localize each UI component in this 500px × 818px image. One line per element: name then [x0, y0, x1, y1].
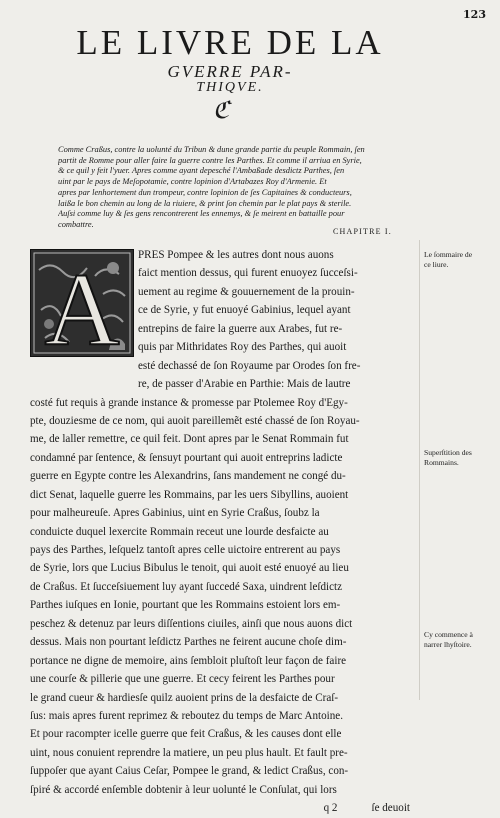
- margin-note-history-begins: [424, 630, 494, 649]
- body-text: [30, 246, 418, 818]
- text-line: faict mention dessus, qui furent enuoyez ſucceſsi-: [138, 267, 358, 280]
- text-line: condamné par ſentence, & ſensuyt pourtant qui auoit entreprins ladicte: [30, 451, 343, 464]
- signature-mark: q 2: [323, 802, 338, 815]
- text-line: dict Senat, laquelle guerre les Rommains, par les uers Sibyllins, auoient: [30, 488, 349, 501]
- margin-note-line: Rommains.: [424, 457, 459, 467]
- margin-note-line: ce liure.: [424, 259, 449, 269]
- fleuron-ornament: ℭ: [212, 96, 230, 124]
- margin-note-summary: [424, 250, 494, 269]
- summary-line: & ce quil y feit l'yuer. Apres comme ayant depesché l'Ambaßade desdictz Parthes, ſen: [58, 166, 345, 176]
- catchword: ſe deuoit: [371, 802, 410, 815]
- initial-letter: A: [44, 252, 120, 356]
- page-title: LE LIVRE DE LA: [76, 23, 384, 62]
- chapter-label: CHAPITRE I.: [333, 227, 392, 236]
- margin-note-superstition: [424, 448, 494, 467]
- chapter-summary: [58, 145, 390, 231]
- text-line: Parthes iuſques en Ionie, pourtant que les Rommains estoient lors em-: [30, 599, 341, 612]
- summary-line: Auſsi comme luy & ſes gens rencontrerent les ennemys, & ſe meirent en battaille pour: [58, 209, 345, 219]
- title-line-3: THIQVE.: [196, 80, 264, 95]
- text-line: portance ne digne de memoire, ains ſembloit pluſtoſt leur façon de faire: [30, 654, 347, 667]
- summary-line: uint par le pays de Meſopotamie, contre lopinion d'Artabazes Roy d'Armenie. Et: [58, 177, 327, 187]
- text-line: quis par Mithridates Roy des Parthes, qui auoit: [138, 341, 347, 354]
- text-line: de Craßus. Et ſucceſsiuement luy ayant ſuccedé Saxa, uindrent leſdictz: [30, 580, 343, 593]
- text-line: uement au regime & gouuernement de la prouin-: [138, 285, 355, 298]
- text-line: me, de laller remettre, ce quil feit. Dont apres par le Senat Rommain fut: [30, 433, 349, 446]
- margin-note-line: Superſtition des: [424, 448, 472, 457]
- title-line-2: GVERRE PAR-: [167, 62, 293, 81]
- text-line: uint, nous conuient reprendre la matiere, un peu plus hault. Et fault pre-: [30, 746, 348, 759]
- margin-note-line: narrer lhyſtoire.: [424, 639, 472, 649]
- margin-note-line: Cy commence à: [424, 630, 473, 639]
- text-line: de Syrie, lors que Lucius Bibulus le tenoit, qui auoit esté enuoyé au lieu: [30, 562, 349, 575]
- text-line: une courſe & pillerie que une guerre. Et cecy feirent les Parthes pour: [30, 673, 335, 686]
- text-line: le grand cueur & hardiesſe quilz auoient prins de la desfaicte de Craſ-: [30, 691, 339, 704]
- text-line: guerre en Egypte contre les Alexandrins, ſans mandement ne congé du-: [30, 470, 346, 483]
- text-line: ſpiré & accordé enſemble dobtenir à leur uolunté le Conſulat, qui lors: [30, 783, 337, 796]
- text-line: ce de Syrie, y fut enuoyé Gabinius, lequel ayant: [138, 304, 351, 317]
- text-line: costé fut requis à grande instance & promesse par Ptolemee Roy d'Egy-: [30, 396, 348, 409]
- summary-line: Comme Craßus, contre la uolunté du Tribun & dune grande partie du peuple Rommain, ſen: [58, 145, 365, 154]
- text-line: ſus: mais apres furent reprimez & reboutez du temps de Marc Antoine.: [30, 709, 343, 722]
- margin-note-line: Le ſommaire de: [424, 250, 473, 259]
- text-line: PRES Pompee & les autres dont nous auons: [138, 249, 334, 261]
- summary-line: partit de Romme pour aller faire la guerre contre les Parthes. Et comme il arriua en Syrie,: [58, 155, 362, 165]
- text-line: pour malheureuſe. Apres Gabinius, uint en Syrie Craßus, ſoubz la: [30, 507, 320, 520]
- summary-line: apres par lenhortement dun trompeur, contre lopinion de ſes Capitaines & conducteurs,: [58, 187, 352, 197]
- page-number: 123: [463, 8, 486, 21]
- margin-divider: [419, 240, 420, 700]
- text-line: dessus. Mais non pourtant leſdictz Parthes ne feirent aucune choſe dim-: [30, 636, 347, 649]
- text-line: entrepins de faire la guerre aux Arabes, fut re-: [138, 322, 343, 335]
- text-line: pays des Parthes, leſquelz tantoſt apres celle uictoire entrerent au pays: [30, 544, 341, 556]
- summary-line: combattre.: [58, 219, 94, 229]
- footer-line: [30, 799, 418, 817]
- text-line: Et pour racompter icelle guerre que feit Craßus, & les causes dont elle: [30, 728, 342, 741]
- text-line: peschez & detenuz par leurs diſſentions ciuiles, ainſi que nous auons dict: [30, 617, 353, 630]
- summary-line: laißa le bon chemin au long de la riuiere, & print ſon chemin par le plat pays & sterile.: [58, 198, 352, 208]
- text-line: pte, douziesme de ce nom, qui auoit pareillemẽt esté chassé de ſon Royau-: [30, 414, 360, 427]
- text-line: conduicte duquel lexercite Rommain receut une lourde desfaicte au: [30, 525, 329, 538]
- text-line: esté dechassé de ſon Royaume par Orodes ſon fre-: [138, 359, 361, 372]
- text-line: ſuppoſer que ayant Caius Ceſar, Pompee le grand, & ledict Craßus, con-: [30, 765, 349, 778]
- text-line: re, de passer d'Arabie en Parthie: Mais de lautre: [138, 378, 351, 391]
